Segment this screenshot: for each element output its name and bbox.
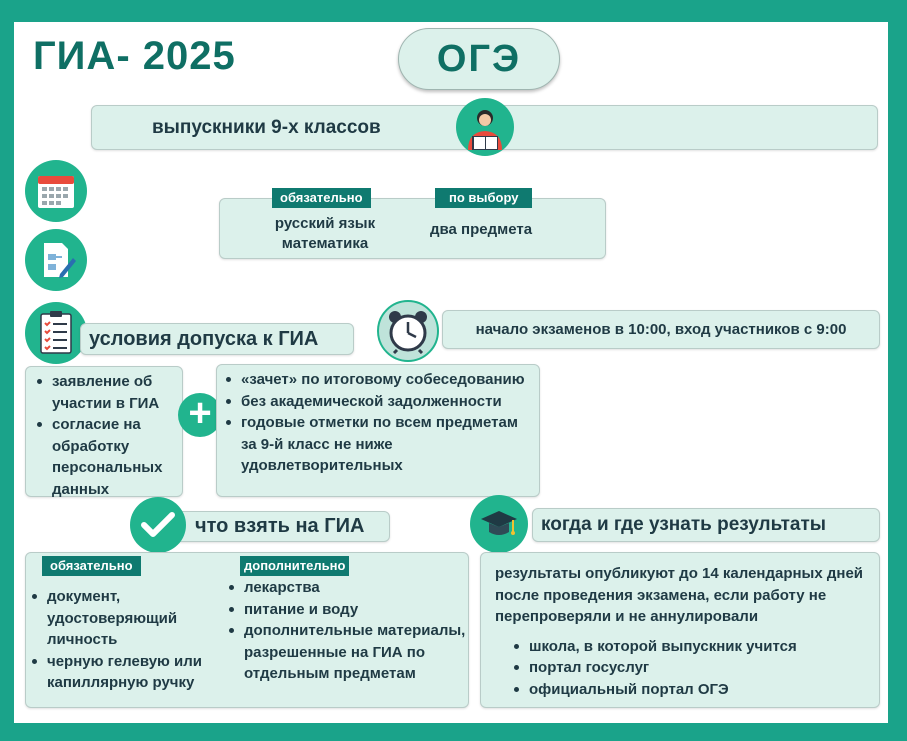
results-title: когда и где узнать результаты bbox=[541, 514, 827, 535]
results-box bbox=[480, 552, 880, 708]
page-title: ГИА- 2025 bbox=[33, 34, 236, 78]
results-places-list bbox=[507, 636, 865, 701]
results-title-box bbox=[532, 508, 880, 542]
admission-title: условия допуска к ГИА bbox=[89, 327, 319, 350]
list-item: «зачет» по итоговому собеседованию bbox=[219, 369, 533, 391]
admission-conditions-list bbox=[219, 369, 533, 477]
list-item: согласие на обработку персональных данных bbox=[30, 414, 176, 500]
list-item: дополнительные материалы, разрешенные на ГИА по отдельным предметам bbox=[222, 620, 467, 685]
take-extra-label: дополнительно bbox=[240, 556, 349, 576]
list-item: документ, удостоверяющий личность bbox=[25, 586, 225, 651]
take-extra-list-wrap bbox=[222, 577, 467, 685]
list-item: лекарства bbox=[222, 577, 467, 599]
admission-conditions-box bbox=[216, 364, 540, 497]
checklist-icon bbox=[25, 302, 87, 364]
results-description: результаты опубликуют до 14 календарных дней после проведения экзамена, если работу не перепроверяли и не аннулировали bbox=[495, 565, 864, 625]
list-item: питание и воду bbox=[222, 599, 467, 621]
subject-item: математика bbox=[281, 235, 369, 252]
admission-title-box bbox=[80, 323, 354, 355]
student-reading-icon bbox=[456, 98, 514, 156]
list-item: без академической задолженности bbox=[219, 391, 533, 413]
subjects-choice-label: по выбору bbox=[435, 188, 532, 208]
subject-item: русский язык bbox=[274, 215, 376, 232]
subjects-choice-text: два предмета bbox=[430, 221, 533, 238]
exam-badge bbox=[398, 28, 560, 90]
list-item: годовые отметки по всем предметам за 9-й класс не ниже удовлетворительных bbox=[219, 412, 533, 477]
graduation-cap-icon bbox=[470, 495, 528, 553]
plus-glyph: + bbox=[188, 391, 212, 435]
calendar-icon bbox=[25, 160, 87, 222]
list-item: черную гелевую или капиллярную ручку bbox=[25, 651, 225, 694]
take-mandatory-label: обязательно bbox=[42, 556, 141, 576]
checkmark-icon bbox=[130, 497, 186, 553]
admission-documents-list bbox=[30, 371, 176, 500]
list-item: заявление об участии в ГИА bbox=[30, 371, 176, 414]
subjects-mandatory-list bbox=[260, 214, 390, 254]
admission-documents-box bbox=[25, 366, 183, 497]
take-extra-list bbox=[222, 577, 467, 685]
alarm-clock-icon bbox=[377, 300, 439, 362]
take-title-box bbox=[170, 511, 390, 542]
take-title: что взять на ГИА bbox=[195, 515, 365, 537]
start-time-text: начало экзаменов в 10:00, вход участников с 9:00 bbox=[475, 321, 847, 338]
list-item: школа, в которой выпускник учится bbox=[507, 636, 865, 658]
take-mandatory-list bbox=[25, 586, 225, 694]
take-mandatory-list-wrap bbox=[25, 586, 225, 694]
start-time-box bbox=[442, 310, 880, 349]
document-pen-icon bbox=[25, 229, 87, 291]
subjects-mandatory-label: обязательно bbox=[272, 188, 371, 208]
graduates-text: выпускники 9-х классов bbox=[152, 116, 381, 138]
list-item: портал госуслуг bbox=[507, 657, 865, 679]
list-item: официальный портал ОГЭ bbox=[507, 679, 865, 701]
exam-badge-label: ОГЭ bbox=[436, 37, 522, 80]
